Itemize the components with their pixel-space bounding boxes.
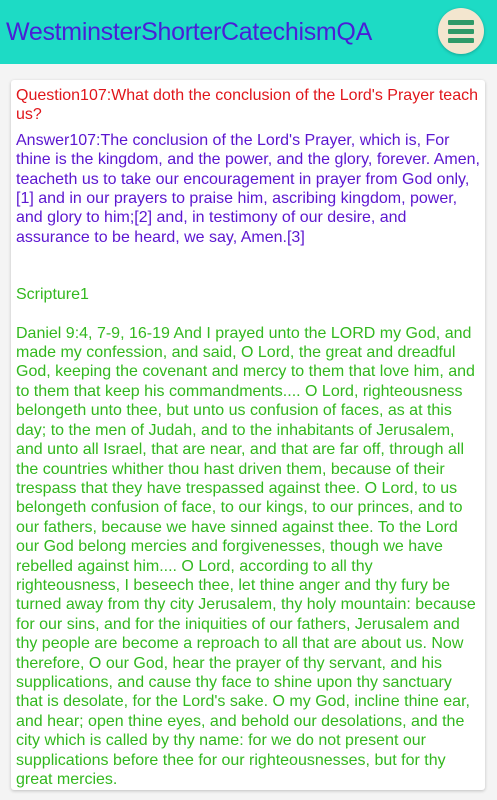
answer-text: Answer107:The conclusion of the Lord's Prayer, which is, For thine is the kingdom, and the power, and the glory, forever. Amen, teacheth us to take our encouragement in prayer from God only,[1] and in our prayers to praise him, ascribing kingdom, power, and glory to him;[2] and, in testimony of our desire, and assurance to be heard, we say, Amen.[3] <box>16 131 480 246</box>
app-title: WestminsterShorterCatechismQA <box>6 18 372 46</box>
scripture-text: Daniel 9:4, 7-9, 16-19 And I prayed unto the LORD my God, and made my confession, and said, O Lord, the great and dreadful God, keeping the covenant and mercy to them that love him, and to them that keep his commandments.... O Lord, righteousness belongeth unto thee, but unto us confusion of faces, as at this day; to the men of Judah, and to the inhabitants of Jerusalem, and unto all Israel, that are near, and that are far off, through all the countries whither thou hast driven them, because of their trespass that they have trespassed against thee. O Lord, to us belongeth confusion of face, to our kings, to our princes, and to our fathers, because we have sinned against thee. To the Lord our God belong mercies and forgivenesses, though we have rebelled against him.... O Lord, according to all thy righteousness, I beseech thee, let thine anger and thy fury be turned away from thy city Jerusalem, thy holy mountain: because for our sins, and for the iniquities of our fathers, Jerusalem and thy people are become a reproach to all that are about us. Now therefore, O our God, hear the prayer of thy servant, and his supplications, and cause thy face to shine upon thy sanctuary that is desolate, for the Lord's sake. O my God, incline thine ear, and hear; open thine eyes, and behold our desolations, and the city which is called by thy name: for we do not present our supplications before thee for our righteousnesses, but for thy great mercies. <box>16 324 476 788</box>
menu-button[interactable] <box>438 8 484 54</box>
qa-content <box>16 86 480 789</box>
qa-card[interactable] <box>11 80 485 790</box>
scripture-title: Scripture1 <box>16 286 89 304</box>
app-bar <box>0 0 497 64</box>
question-text: Question107:What doth the conclusion of the Lord's Prayer teach us? <box>16 87 478 124</box>
